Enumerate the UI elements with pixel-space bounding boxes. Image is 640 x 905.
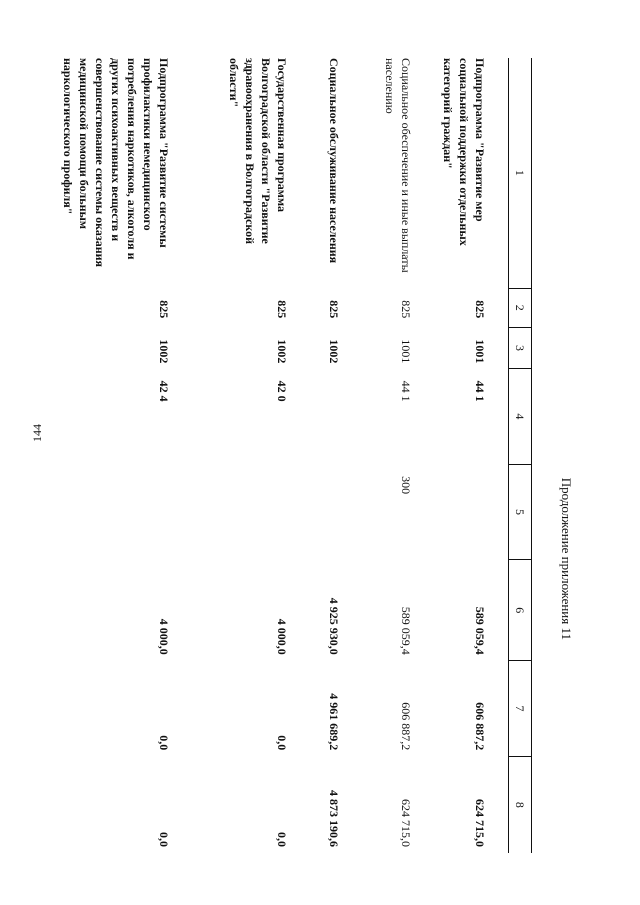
- section-code-cell: 1001: [399, 339, 414, 364]
- table-row: [177, 58, 295, 853]
- page-number: 144: [30, 424, 44, 442]
- expense-type-cell: 300: [399, 476, 414, 495]
- amount-cell: 4 000,0: [157, 618, 172, 655]
- expense-type-cell: [177, 464, 295, 560]
- chapter-code-cell: 825: [275, 300, 290, 319]
- chapter-code-cell: 825: [157, 300, 172, 319]
- column-header: 8: [509, 756, 532, 853]
- amount-cell: 0,0: [275, 832, 290, 847]
- amount-cell: 606 887,2: [473, 702, 487, 751]
- row-name-cell: Социальное обслуживание населения: [327, 58, 342, 264]
- column-header: 4: [509, 369, 532, 465]
- section-code-cell: 1002: [157, 339, 172, 364]
- chapter-code-cell: 825: [399, 300, 414, 319]
- target-article-cell: 44 1: [399, 380, 414, 402]
- amount-cell: 624 715,0: [399, 799, 414, 847]
- column-header: 6: [509, 560, 532, 661]
- section-code-cell: 1002: [327, 339, 342, 364]
- expense-type-cell: [61, 464, 177, 560]
- amount-cell: 4 961 689,2: [327, 693, 342, 751]
- amount-cell: 624 715,0: [473, 799, 487, 847]
- section-code-cell: 1001: [473, 339, 487, 364]
- column-header: 3: [509, 327, 532, 368]
- column-header: 5: [509, 464, 532, 560]
- amount-cell: 0,0: [157, 735, 172, 751]
- target-article-cell: 42 4: [157, 380, 172, 402]
- chapter-code-cell: 825: [327, 300, 342, 319]
- budget-table: [61, 58, 533, 853]
- target-article-cell: 44 1: [473, 380, 487, 402]
- row-name-cell: Подпрограмма "Развитие системы профилактики немедицинского потребления наркотиков, алкоголя и других психоактивных веществ и совершенствование системы оказания медицинской помощи больным наркологического профиля": [61, 58, 172, 268]
- column-header: 1: [509, 58, 532, 288]
- table-row: [347, 58, 419, 853]
- amount-cell: 4 873 190,6: [327, 790, 342, 847]
- target-article-cell: [295, 369, 347, 465]
- column-header: 7: [509, 661, 532, 757]
- target-article-cell: 42 0: [275, 380, 290, 402]
- header-row: [509, 58, 532, 853]
- row-name-cell: Государственная программа Волгоградской области "Развитие здравоохранения в Волгоградской области": [227, 58, 290, 245]
- table-row: [295, 58, 347, 853]
- section-code-cell: 1002: [275, 339, 290, 364]
- amount-cell: 0,0: [157, 832, 172, 847]
- chapter-code-cell: 825: [473, 300, 487, 319]
- continuation-title: Продолжение приложения 11: [559, 477, 574, 640]
- amount-cell: 0,0: [275, 735, 290, 751]
- expense-type-cell: [419, 464, 509, 560]
- row-name-cell: Социальное обеспечение и иные выплаты населению: [383, 58, 414, 273]
- row-name-cell: Подпрограмма "Развитие мер социальной поддержки отдельных категорий граждан": [441, 58, 487, 246]
- amount-cell: 589 059,4: [399, 606, 414, 655]
- amount-cell: 589 059,4: [473, 606, 487, 655]
- amount-cell: 4 925 930,0: [327, 597, 342, 655]
- table-row: [419, 58, 509, 853]
- column-header: 2: [509, 288, 532, 327]
- expense-type-cell: [295, 464, 347, 560]
- amount-cell: 606 887,2: [399, 702, 414, 751]
- amount-cell: 4 000,0: [275, 618, 290, 655]
- table-row: [61, 58, 177, 853]
